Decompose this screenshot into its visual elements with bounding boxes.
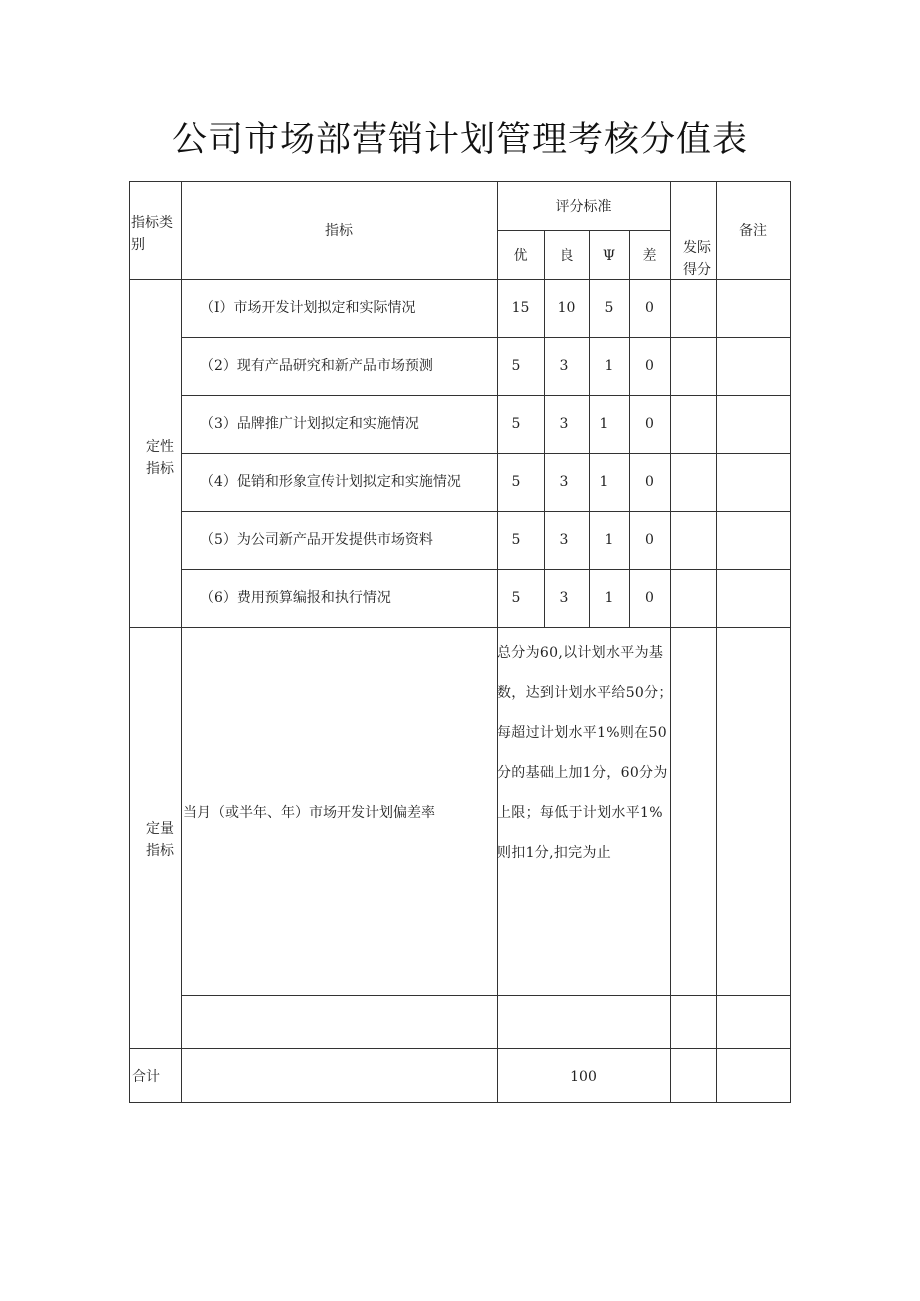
score-fair: 1	[599, 474, 609, 490]
score-poor: 0	[645, 358, 654, 374]
row-label: （5）为公司新产品开发提供市场资料	[200, 532, 433, 548]
score-good: 3	[559, 474, 569, 490]
row-label: （6）费用预算编报和执行情况	[200, 590, 391, 606]
score-good: 3	[559, 590, 569, 606]
row-label: （I）市场开发计划拟定和实际情况	[200, 300, 416, 316]
header-grade-good: 良	[559, 248, 574, 264]
score-poor: 0	[645, 532, 654, 548]
score-poor: 0	[645, 416, 654, 432]
score-good: 3	[559, 532, 569, 548]
score-fair: 1	[599, 416, 609, 432]
header-remarks: 备注	[739, 223, 767, 239]
score-poor: 0	[645, 474, 654, 490]
score-excellent: 5	[511, 474, 521, 490]
quantitative-label: 当月（或半年、年）市场开发计划偏差率	[183, 805, 435, 821]
score-fair: 1	[604, 532, 614, 548]
total-value: 100	[570, 1069, 597, 1085]
quantitative-rule: 总分为60,以计划水平为基数，达到计划水平给50分；每超过计划水平1%则在50分的基础上加1分，60分为上限；每低于计划水平1%则扣1分,扣完为止	[497, 645, 673, 861]
score-fair: 1	[604, 590, 614, 606]
row-label: （3）品牌推广计划拟定和实施情况	[200, 416, 419, 432]
score-excellent: 5	[511, 416, 521, 432]
score-good: 10	[557, 300, 576, 316]
header-category: 指标类别	[131, 215, 173, 253]
row-label: （2）现有产品研究和新产品市场预测	[200, 358, 433, 374]
total-label: 合计	[132, 1069, 160, 1085]
score-poor: 0	[645, 300, 654, 316]
score-good: 3	[559, 416, 569, 432]
score-excellent: 5	[511, 590, 521, 606]
quantitative-category: 定量指标	[146, 821, 174, 859]
header-grade-fair: Ψ	[602, 248, 616, 264]
header-score: 发际得分	[683, 240, 711, 278]
score-excellent: 5	[511, 358, 521, 374]
document-title: 公司市场部营销计划管理考核分值表	[171, 120, 748, 160]
score-poor: 0	[645, 590, 654, 606]
header-grade-poor: 差	[642, 248, 657, 264]
header-grade-excellent: 优	[513, 248, 528, 264]
score-fair: 5	[604, 300, 614, 316]
qualitative-category: 定性指标	[146, 439, 174, 477]
score-fair: 1	[604, 358, 614, 374]
row-label: （4）促销和形象宣传计划拟定和实施情况	[200, 474, 461, 490]
score-excellent: 15	[511, 300, 530, 316]
score-good: 3	[559, 358, 569, 374]
score-excellent: 5	[511, 532, 521, 548]
header-indicator: 指标	[325, 223, 353, 239]
header-criteria: 评分标准	[555, 199, 612, 215]
